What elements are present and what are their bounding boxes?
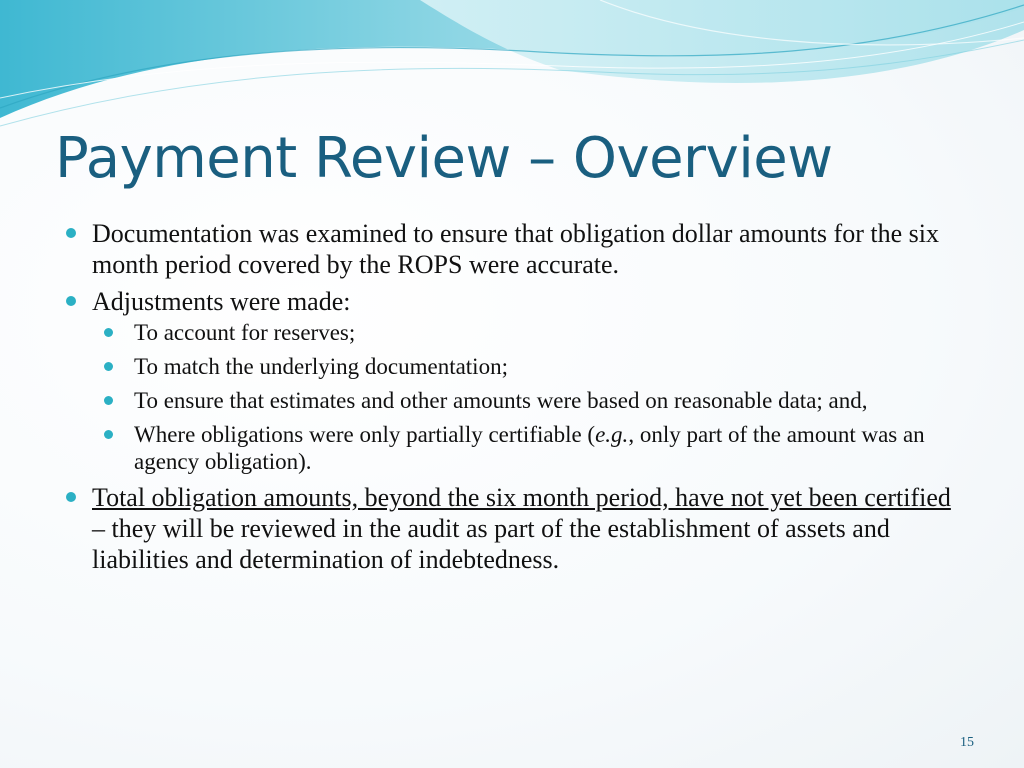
bullet-dot-icon <box>66 296 76 306</box>
sub-bullet-text-italic: e.g. <box>595 422 629 447</box>
bullet-dot-icon <box>66 228 76 238</box>
page-number: 15 <box>960 735 974 750</box>
bullet-item <box>62 218 962 280</box>
header-wave-decoration <box>0 0 1024 130</box>
sub-bullet-text-post: , only part of the amount was an agency obligation). <box>134 422 925 474</box>
sub-bullet-item <box>92 421 962 475</box>
bullet-text: Adjustments were made: <box>92 287 351 316</box>
sub-bullet-list <box>92 319 962 475</box>
bullet-dot-icon <box>104 396 113 405</box>
sub-bullet-item <box>92 353 962 380</box>
bullet-dot-icon <box>104 362 113 371</box>
sub-bullet-text: To ensure that estimates and other amounts were based on reasonable data; and, <box>134 388 868 413</box>
sub-bullet-item <box>92 387 962 414</box>
bullet-list <box>62 218 962 575</box>
bullet-text: – they will be reviewed in the audit as part of the establishment of assets and liabilities and determination of indebtedness. <box>92 514 890 574</box>
sub-bullet-text-pre: Where obligations were only partially certifiable ( <box>134 422 596 447</box>
bullet-text-underlined: Total obligation amounts, beyond the six month period, have not yet been certified <box>92 483 951 512</box>
sub-bullet-item <box>92 319 962 346</box>
bullet-dot-icon <box>104 430 113 439</box>
slide-content <box>62 218 962 581</box>
bullet-text: Documentation was examined to ensure that obligation dollar amounts for the six month period covered by the ROPS were accurate. <box>92 219 939 279</box>
bullet-dot-icon <box>66 492 76 502</box>
bullet-item <box>62 286 962 475</box>
bullet-dot-icon <box>104 328 113 337</box>
sub-bullet-text: To account for reserves; <box>134 320 356 345</box>
bullet-item <box>62 482 962 575</box>
sub-bullet-text: To match the underlying documentation; <box>134 354 508 379</box>
slide-title: Payment Review – Overview <box>55 126 833 191</box>
